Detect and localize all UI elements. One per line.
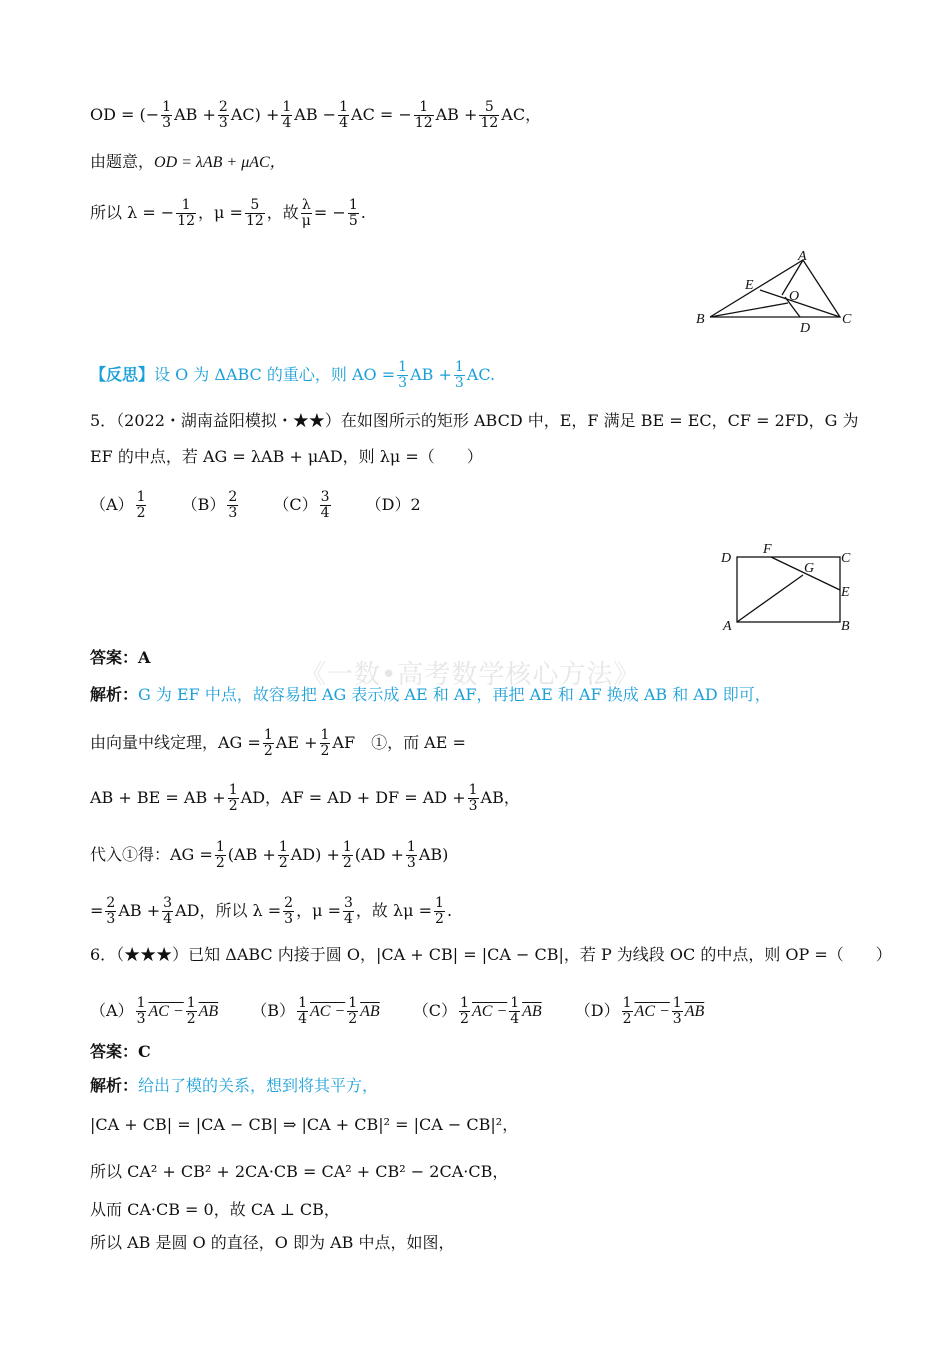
fraction: $\frac{1}{4}$ (339, 99, 349, 131)
a6-line1: |CA + CB| = |CA − CB| ⇒ |CA + CB|² = |CA − CB|²， (90, 1115, 519, 1134)
fraction: $\frac{1}{5}$ (348, 197, 358, 229)
watermark: 《一数•高考数学核心方法》 (300, 660, 641, 690)
q6-options (90, 996, 732, 1027)
fraction: $\frac{1}{3}$ (398, 359, 408, 391)
option-c: （C） $\frac{1}{2}$ AC − $\frac{1}{4}$ $\overline{AB}$ (412, 995, 542, 1027)
a5-line1: 由向量中线定理，AG = $\frac{1}{2}$ AE + $\frac{1}{2}$ AF ①，而 AE = (90, 727, 466, 759)
label-c: C (841, 551, 851, 566)
option-b: （B） $\frac{1}{4}$ AC − $\frac{1}{2}$ $\overline{AB}$ (251, 995, 380, 1027)
reflection-line: 【反思】设 O 为 ΔABC 的重心，则 AO = $\frac{1}{3}$ AB + $\frac{1}{3}$ AC. (90, 359, 496, 391)
od-expression: OD = (− $\frac{1}{3}$ AB + $\frac{2}{3}$ AC) + $\frac{1}{4}$ AB − $\frac{1}{4}$ AC = − $\frac{1}{12}$ AB + $\frac{5}{12}$ AC， (90, 99, 542, 131)
label-b: B (841, 619, 850, 634)
rectangle-figure (715, 540, 860, 635)
jiexi-6: 解析：给出了模的关系，想到将其平方， (90, 1076, 379, 1095)
fraction: $\frac{5}{12}$ (480, 99, 499, 131)
a6-line2: 所以 CA² + CB² + 2CA·CB = CA² + CB² − 2CA·CB， (90, 1162, 509, 1181)
a5-line4: = $\frac{2}{3}$ AB + $\frac{3}{4}$ AD，所以 λ = $\frac{2}{3}$ ，μ = $\frac{3}{4}$ ，故 λμ = $\frac{1}{2}$ . (90, 895, 453, 927)
suoyi-line: 所以 λ = − $\frac{1}{12}$ ，μ = $\frac{5}{12}$ ，故 $\frac{\lambda}{\mu}$ = − $\frac{1}{5}$ . (90, 197, 366, 229)
label-o: O (789, 289, 800, 304)
q5-options (90, 490, 449, 521)
q5-line2: EF 的中点，若 AG = λAB + μAD，则 λμ =（ ） (90, 447, 483, 466)
a5-line2: AB + BE = AB + $\frac{1}{2}$ AD，AF = AD + DF = AD + $\frac{1}{3}$ AB， (90, 782, 520, 814)
fraction: $\frac{1}{12}$ (177, 197, 196, 229)
option-a: （A） $\frac{1}{3}$ AC − $\frac{1}{2}$ $\overline{AB}$ (90, 995, 219, 1027)
answer-6: 答案：C (90, 1042, 151, 1061)
fraction: $\frac{5}{12}$ (245, 197, 264, 229)
label-a: A (723, 619, 732, 634)
fraction: $\frac{2}{3}$ (218, 99, 228, 131)
fraction: $\frac{1}{3}$ (454, 359, 464, 391)
label-c: C (842, 312, 852, 327)
answer-5: 答案：A (90, 648, 151, 667)
option-b: （B） $\frac{2}{3}$ (181, 489, 238, 521)
q5-line1: 5．（2022・湖南益阳模拟・★★）在如图所示的矩形 ABCD 中，E，F 满足 BE = EC，CF = 2FD，G 为 (90, 411, 859, 430)
q6-line1: 6．（★★★）已知 ΔABC 内接于圆 O，|CA + CB| = |CA − CB|，若 P 为线段 OC 的中点，则 OP =（ ） (90, 945, 892, 964)
fraction: $\frac{\lambda}{\mu}$ (301, 197, 311, 229)
fraction: $\frac{1}{12}$ (414, 99, 433, 131)
a5-line3: 代入①得：AG = $\frac{1}{2}$ (AB + $\frac{1}{2}$ AD) + $\frac{1}{2}$ (AD + $\frac{1}{3}$ AB) (90, 839, 449, 871)
a6-line3: 从而 CA·CB = 0，故 CA ⊥ CB， (90, 1200, 340, 1219)
label-f: F (763, 542, 772, 557)
option-d: （D）2 (365, 495, 421, 514)
label-a: A (798, 249, 807, 264)
option-d: （D） $\frac{1}{2}$ AC − $\frac{1}{3}$ $\overline{AB}$ (574, 995, 705, 1027)
option-c: （C） $\frac{3}{4}$ (273, 489, 330, 521)
label-d: D (800, 321, 811, 336)
triangle-figure (690, 245, 860, 340)
a6-line4: 所以 AB 是圆 O 的直径，O 即为 AB 中点，如图， (90, 1233, 455, 1252)
label-b: B (696, 312, 705, 327)
label-d: D (721, 551, 732, 566)
fraction: $\frac{1}{4}$ (282, 99, 292, 131)
tiyi-line: 由题意，OD = λAB + μAC， (90, 152, 286, 171)
label-g: G (804, 561, 815, 576)
jiexi-5: 解析：G 为 EF 中点，故容易把 AG 表示成 AE 和 AF，再把 AE 和 AF 换成 AB 和 AD 即可， (90, 685, 771, 704)
fraction: $\frac{1}{3}$ (162, 99, 172, 131)
label-e: E (841, 585, 850, 600)
option-a: （A） $\frac{1}{2}$ (90, 489, 146, 521)
label-e: E (745, 278, 754, 293)
